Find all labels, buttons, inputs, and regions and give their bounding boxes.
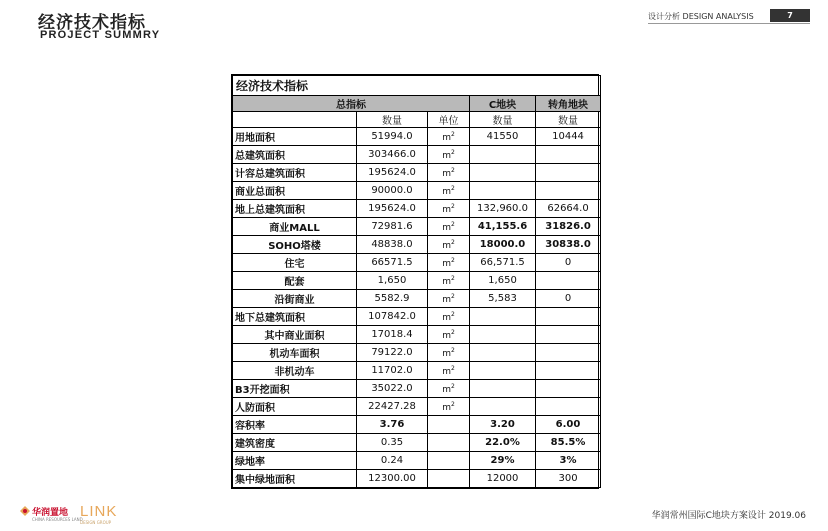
unit-cell <box>428 200 470 218</box>
c-plot-value <box>470 362 536 380</box>
row-label: 集中绿地面积 <box>233 470 357 488</box>
unit-exponent: 2 <box>450 166 455 174</box>
total-value: 3.76 <box>357 416 428 434</box>
unit-base: m <box>442 132 451 143</box>
header-total: 总指标 <box>233 96 470 112</box>
corner-plot-value: 0 <box>536 254 601 272</box>
total-value: 0.24 <box>357 452 428 470</box>
table-title: 经济技术指标 <box>233 76 601 96</box>
table-row <box>233 434 601 452</box>
row-label: 住宅 <box>233 254 357 272</box>
c-plot-value: 66,571.5 <box>470 254 536 272</box>
c-plot-value: 18000.0 <box>470 236 536 254</box>
total-value: 195624.0 <box>357 164 428 182</box>
unit-base: m <box>442 348 451 359</box>
unit-exponent: 2 <box>450 364 455 372</box>
unit-base: m <box>442 258 451 269</box>
row-label: 计容总建筑面积 <box>233 164 357 182</box>
unit-base: m <box>442 240 451 251</box>
corner-plot-value <box>536 344 601 362</box>
table-row <box>233 398 601 416</box>
unit-exponent: 2 <box>450 400 455 408</box>
c-plot-value <box>470 164 536 182</box>
unit-base: m <box>442 222 451 233</box>
row-label: SOHO塔楼 <box>233 236 357 254</box>
header-divider <box>648 23 810 24</box>
c-plot-value: 29% <box>470 452 536 470</box>
row-label: 建筑密度 <box>233 434 357 452</box>
unit-base: m <box>442 366 451 377</box>
c-plot-value: 5,583 <box>470 290 536 308</box>
total-value: 303466.0 <box>357 146 428 164</box>
unit-exponent: 2 <box>450 238 455 246</box>
c-plot-value <box>470 398 536 416</box>
unit-cell <box>428 326 470 344</box>
total-value: 0.35 <box>357 434 428 452</box>
unit-cell <box>428 128 470 146</box>
total-value: 11702.0 <box>357 362 428 380</box>
total-value: 17018.4 <box>357 326 428 344</box>
c-plot-value <box>470 308 536 326</box>
c-plot-value: 41,155.6 <box>470 218 536 236</box>
header-corner-plot: 转角地块 <box>536 96 601 112</box>
table-row <box>233 290 601 308</box>
unit-base: m <box>442 330 451 341</box>
corner-plot-value <box>536 308 601 326</box>
sub-header-c-quantity: 数量 <box>470 112 536 128</box>
table-row <box>233 308 601 326</box>
corner-plot-value: 300 <box>536 470 601 488</box>
unit-cell <box>428 362 470 380</box>
table-row <box>233 326 601 344</box>
total-value: 66571.5 <box>357 254 428 272</box>
table-row <box>233 362 601 380</box>
c-plot-value: 41550 <box>470 128 536 146</box>
row-label: 配套 <box>233 272 357 290</box>
corner-plot-value <box>536 164 601 182</box>
unit-cell <box>428 290 470 308</box>
sub-header-unit: 单位 <box>428 112 470 128</box>
table-row <box>233 146 601 164</box>
unit-exponent: 2 <box>450 292 455 300</box>
section-label: 设计分析 DESIGN ANALYSIS <box>648 12 754 21</box>
total-value: 48838.0 <box>357 236 428 254</box>
corner-plot-value: 30838.0 <box>536 236 601 254</box>
economic-indicators-table <box>231 74 599 489</box>
unit-exponent: 2 <box>450 310 455 318</box>
table-row <box>233 164 601 182</box>
corner-plot-value <box>536 182 601 200</box>
c-plot-value: 3.20 <box>470 416 536 434</box>
sub-header-blank <box>233 112 357 128</box>
page-number: 7 <box>770 9 810 22</box>
link-logo-subtext: DESIGN GROUP <box>80 520 112 525</box>
corner-plot-value <box>536 362 601 380</box>
row-label: 商业MALL <box>233 218 357 236</box>
c-plot-value <box>470 326 536 344</box>
table-title-row <box>233 76 601 96</box>
c-plot-value <box>470 146 536 164</box>
unit-cell <box>428 416 470 434</box>
unit-base: m <box>442 384 451 395</box>
table-row <box>233 200 601 218</box>
unit-base: m <box>442 168 451 179</box>
row-label: 其中商业面积 <box>233 326 357 344</box>
page-title: 经济技术指标 <box>38 13 146 33</box>
unit-exponent: 2 <box>450 148 455 156</box>
unit-cell <box>428 470 470 488</box>
corner-plot-value: 31826.0 <box>536 218 601 236</box>
c-plot-value: 132,960.0 <box>470 200 536 218</box>
total-value: 51994.0 <box>357 128 428 146</box>
unit-cell <box>428 452 470 470</box>
china-resources-logo-icon <box>20 506 30 516</box>
table-row <box>233 416 601 434</box>
row-label: 非机动车 <box>233 362 357 380</box>
unit-base: m <box>442 204 451 215</box>
unit-exponent: 2 <box>450 274 455 282</box>
table-row <box>233 452 601 470</box>
table-row <box>233 380 601 398</box>
unit-exponent: 2 <box>450 256 455 264</box>
table-row <box>233 128 601 146</box>
table-row <box>233 182 601 200</box>
table-row <box>233 272 601 290</box>
row-label: 地上总建筑面积 <box>233 200 357 218</box>
c-plot-value <box>470 380 536 398</box>
unit-exponent: 2 <box>450 202 455 210</box>
total-value: 79122.0 <box>357 344 428 362</box>
row-label: 机动车面积 <box>233 344 357 362</box>
c-plot-value: 1,650 <box>470 272 536 290</box>
corner-plot-value <box>536 380 601 398</box>
unit-cell <box>428 434 470 452</box>
corner-plot-value: 0 <box>536 290 601 308</box>
total-value: 195624.0 <box>357 200 428 218</box>
table-row <box>233 470 601 488</box>
unit-cell <box>428 182 470 200</box>
company-logo-subtext: CHINA RESOURCES LAND <box>32 517 83 522</box>
unit-cell <box>428 254 470 272</box>
total-value: 35022.0 <box>357 380 428 398</box>
total-value: 5582.9 <box>357 290 428 308</box>
row-label: B3开挖面积 <box>233 380 357 398</box>
unit-base: m <box>442 276 451 287</box>
unit-cell <box>428 146 470 164</box>
unit-cell <box>428 218 470 236</box>
corner-plot-value: 62664.0 <box>536 200 601 218</box>
unit-base: m <box>442 186 451 197</box>
corner-plot-value <box>536 272 601 290</box>
company-logo-text: 华润置地 <box>32 508 69 518</box>
unit-cell <box>428 272 470 290</box>
sub-header-quantity: 数量 <box>357 112 428 128</box>
unit-cell <box>428 236 470 254</box>
row-label: 用地面积 <box>233 128 357 146</box>
page-subtitle: PROJECT SUMMRY <box>40 29 161 41</box>
unit-exponent: 2 <box>450 382 455 390</box>
unit-cell <box>428 308 470 326</box>
c-plot-value: 12000 <box>470 470 536 488</box>
table-row <box>233 254 601 272</box>
table-row <box>233 344 601 362</box>
unit-exponent: 2 <box>450 130 455 138</box>
unit-base: m <box>442 150 451 161</box>
unit-cell <box>428 380 470 398</box>
corner-plot-value <box>536 326 601 344</box>
table-row <box>233 218 601 236</box>
row-label: 沿街商业 <box>233 290 357 308</box>
unit-cell <box>428 344 470 362</box>
link-logo: LINK <box>80 503 118 520</box>
sub-header-row <box>233 112 601 128</box>
c-plot-value: 22.0% <box>470 434 536 452</box>
unit-cell <box>428 398 470 416</box>
unit-cell <box>428 164 470 182</box>
row-label: 人防面积 <box>233 398 357 416</box>
unit-exponent: 2 <box>450 346 455 354</box>
total-value: 1,650 <box>357 272 428 290</box>
unit-exponent: 2 <box>450 184 455 192</box>
unit-base: m <box>442 312 451 323</box>
group-header-row <box>233 96 601 112</box>
c-plot-value <box>470 344 536 362</box>
total-value: 107842.0 <box>357 308 428 326</box>
row-label: 绿地率 <box>233 452 357 470</box>
row-label: 地下总建筑面积 <box>233 308 357 326</box>
corner-plot-value: 10444 <box>536 128 601 146</box>
row-label: 总建筑面积 <box>233 146 357 164</box>
project-caption: 华润常州国际C地块方案设计 2019.06 <box>651 511 806 521</box>
c-plot-value <box>470 182 536 200</box>
unit-exponent: 2 <box>450 328 455 336</box>
header-c-plot: C地块 <box>470 96 536 112</box>
table-row <box>233 236 601 254</box>
total-value: 22427.28 <box>357 398 428 416</box>
corner-plot-value: 6.00 <box>536 416 601 434</box>
corner-plot-value: 3% <box>536 452 601 470</box>
sub-header-corner-quantity: 数量 <box>536 112 601 128</box>
row-label: 容积率 <box>233 416 357 434</box>
unit-exponent: 2 <box>450 220 455 228</box>
corner-plot-value <box>536 398 601 416</box>
unit-base: m <box>442 402 451 413</box>
corner-plot-value <box>536 146 601 164</box>
row-label: 商业总面积 <box>233 182 357 200</box>
corner-plot-value: 85.5% <box>536 434 601 452</box>
total-value: 12300.00 <box>357 470 428 488</box>
total-value: 72981.6 <box>357 218 428 236</box>
unit-base: m <box>442 294 451 305</box>
total-value: 90000.0 <box>357 182 428 200</box>
